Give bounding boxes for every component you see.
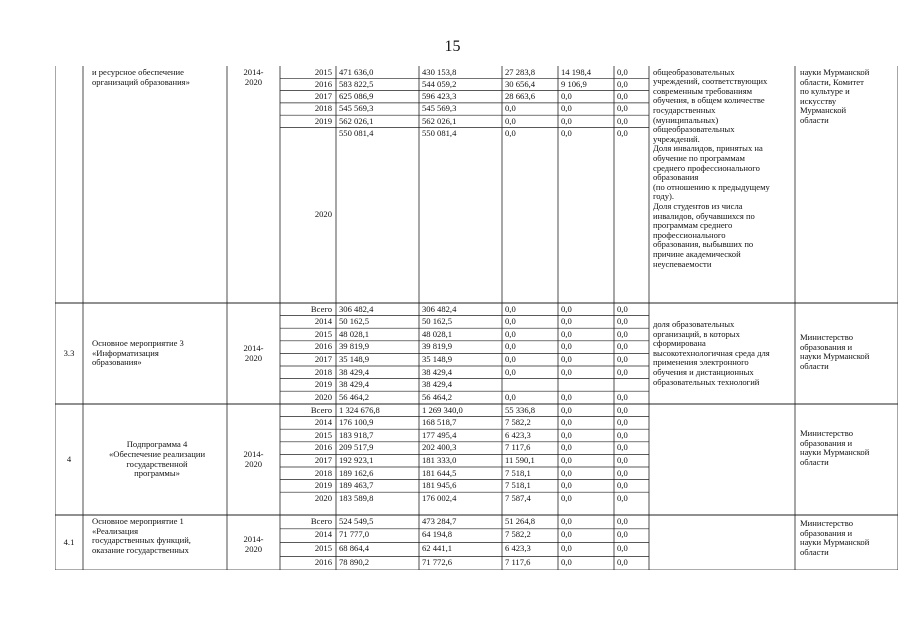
value-cell: 0,0 bbox=[617, 454, 628, 465]
executor-text: области bbox=[800, 546, 829, 557]
executor-text: Министерство bbox=[800, 518, 853, 528]
value-cell: 78 890,2 bbox=[339, 556, 370, 567]
value-cell: 50 162,5 bbox=[339, 316, 370, 327]
value-cell: 168 518,7 bbox=[422, 417, 457, 428]
value-cell: 0,0 bbox=[561, 128, 572, 138]
value-cell: 0,0 bbox=[617, 78, 628, 89]
value-cell: 0,0 bbox=[617, 492, 628, 503]
indicator-text: образовательных технологий bbox=[653, 376, 760, 387]
indicator-text: неуспеваемости bbox=[653, 258, 712, 269]
value-cell: 473 284,7 bbox=[422, 515, 457, 526]
year-cell: 2017 bbox=[314, 91, 332, 102]
value-cell: 50 162,5 bbox=[422, 316, 453, 327]
executor-text: области bbox=[800, 456, 829, 467]
value-cell: 48 028,1 bbox=[422, 328, 453, 339]
indicator-text: обучения и дистанционных bbox=[653, 367, 754, 377]
value-cell: 544 059,2 bbox=[422, 78, 457, 89]
year-cell: 2016 bbox=[314, 556, 332, 567]
value-cell: 9 106,9 bbox=[561, 78, 587, 89]
executor-text: науки Мурманской bbox=[800, 447, 870, 458]
indicator-text: современным требованиям bbox=[653, 85, 753, 96]
indicator-text: (муниципальных) bbox=[653, 114, 719, 125]
value-cell: 176 002,4 bbox=[422, 492, 457, 503]
value-cell: 62 441,1 bbox=[422, 543, 453, 554]
page-number: 15 bbox=[444, 38, 461, 55]
value-cell: 0,0 bbox=[561, 391, 572, 402]
measure-name: образования» bbox=[92, 357, 142, 368]
value-cell: 177 495,4 bbox=[422, 429, 457, 440]
year-cell: 2016 bbox=[314, 78, 332, 89]
value-cell: 183 589,8 bbox=[339, 492, 374, 503]
value-cell: 7 518,1 bbox=[505, 467, 531, 478]
value-cell: 56 464,2 bbox=[422, 391, 453, 402]
value-cell: 181 644,5 bbox=[422, 467, 457, 478]
value-cell: 0,0 bbox=[617, 543, 628, 554]
value-cell: 0,0 bbox=[617, 91, 628, 102]
indicator-text: профессионального bbox=[653, 229, 726, 240]
period: 2014- bbox=[243, 67, 264, 77]
measure-name: Основное мероприятие 1 bbox=[92, 516, 184, 526]
value-cell: 189 162,6 bbox=[339, 467, 374, 478]
indicator-text: году). bbox=[653, 191, 675, 202]
value-cell: 39 819,9 bbox=[422, 341, 453, 352]
value-cell: 0,0 bbox=[561, 492, 572, 503]
year-cell: 2020 bbox=[314, 209, 332, 220]
value-cell: 0,0 bbox=[617, 316, 628, 327]
value-cell: 6 423,3 bbox=[505, 543, 531, 554]
value-cell: 0,0 bbox=[617, 303, 628, 314]
indicator-text: обучение по программам bbox=[653, 152, 745, 163]
value-cell: 0,0 bbox=[617, 467, 628, 478]
value-cell: 0,0 bbox=[617, 115, 628, 126]
year-cell: 2015 bbox=[314, 66, 332, 77]
year-cell: 2018 bbox=[314, 366, 332, 377]
indicator-text: Доля инвалидов, принятых на bbox=[653, 143, 763, 154]
indicator-text: инвалидов, обучавшихся по bbox=[653, 210, 755, 221]
value-cell: 202 400,3 bbox=[422, 442, 457, 453]
value-cell: 0,0 bbox=[561, 467, 572, 478]
value-cell: 0,0 bbox=[561, 404, 572, 415]
value-cell: 545 569,3 bbox=[339, 103, 374, 114]
value-cell: 0,0 bbox=[561, 556, 572, 567]
year-cell: 2020 bbox=[314, 391, 332, 402]
value-cell: 1 269 340,0 bbox=[422, 404, 463, 415]
executor-text: области bbox=[800, 115, 829, 125]
executor-text: Мурманской bbox=[800, 105, 847, 116]
value-cell: 0,0 bbox=[561, 429, 572, 440]
executor-text: области bbox=[800, 360, 829, 371]
value-cell: 0,0 bbox=[561, 442, 572, 453]
executor-text: области, Комитет bbox=[800, 76, 864, 87]
indicator-text: Доля студентов из числа bbox=[653, 200, 743, 211]
indicator-text: причине академической bbox=[653, 248, 741, 259]
measure-name: Подпрограмма 4 bbox=[126, 439, 188, 450]
measure-name: «Информатизация bbox=[92, 347, 159, 358]
year-cell: Всего bbox=[310, 515, 332, 526]
value-cell: 0,0 bbox=[505, 303, 516, 314]
value-cell: 0,0 bbox=[561, 366, 572, 377]
value-cell: 56 464,2 bbox=[339, 391, 370, 402]
value-cell: 39 819,9 bbox=[339, 341, 370, 352]
value-cell: 7 117,6 bbox=[505, 556, 531, 567]
budget-table bbox=[55, 66, 898, 570]
value-cell: 0,0 bbox=[561, 417, 572, 428]
indicator-text: среднего профессионального bbox=[653, 162, 760, 173]
year-cell: 2017 bbox=[314, 454, 332, 465]
value-cell: 596 423,3 bbox=[422, 91, 457, 102]
value-cell: 562 026,1 bbox=[422, 115, 457, 126]
row-number: 4 bbox=[66, 453, 72, 464]
value-cell: 14 198,4 bbox=[561, 66, 592, 77]
value-cell: 0,0 bbox=[505, 366, 516, 377]
value-cell: 0,0 bbox=[617, 556, 628, 567]
value-cell: 48 028,1 bbox=[339, 328, 370, 339]
value-cell: 35 148,9 bbox=[339, 353, 370, 364]
measure-name: государственной bbox=[126, 458, 188, 469]
value-cell: 0,0 bbox=[561, 303, 572, 314]
value-cell: 0,0 bbox=[617, 529, 628, 540]
indicator-text: образования, выбывших по bbox=[653, 239, 754, 250]
indicator-text: организаций, в которых bbox=[653, 328, 740, 339]
executor-text: образования и bbox=[800, 527, 853, 538]
value-cell: 0,0 bbox=[561, 515, 572, 526]
period: 2020 bbox=[244, 543, 263, 554]
value-cell: 524 549,5 bbox=[339, 515, 374, 526]
year-cell: Всего bbox=[310, 404, 332, 415]
year-cell: 2018 bbox=[314, 467, 332, 478]
value-cell: 0,0 bbox=[561, 454, 572, 465]
value-cell: 0,0 bbox=[505, 103, 516, 114]
indicator-text: учреждений, соответствующих bbox=[653, 76, 768, 87]
value-cell: 38 429,4 bbox=[339, 366, 370, 377]
value-cell: 0,0 bbox=[505, 328, 516, 339]
executor-text: науки Мурманской bbox=[800, 537, 870, 548]
value-cell: 0,0 bbox=[561, 341, 572, 352]
year-cell: 2015 bbox=[314, 429, 332, 440]
executor-text: Министерство bbox=[800, 332, 853, 342]
year-cell: 2018 bbox=[314, 103, 332, 114]
row-number: 3.3 bbox=[63, 347, 75, 358]
value-cell: 0,0 bbox=[505, 115, 516, 126]
year-cell: 2017 bbox=[314, 353, 332, 364]
value-cell: 0,0 bbox=[505, 391, 516, 402]
value-cell: 0,0 bbox=[505, 353, 516, 364]
executor-text: Министерство bbox=[800, 428, 853, 438]
row-number: 4.1 bbox=[63, 536, 75, 547]
indicator-text: сформирована bbox=[653, 338, 706, 349]
executor-text: образования и bbox=[800, 341, 853, 352]
value-cell: 51 264,8 bbox=[505, 515, 536, 526]
value-cell: 562 026,1 bbox=[339, 115, 374, 126]
indicator-text: доля образовательных bbox=[653, 319, 735, 329]
value-cell: 0,0 bbox=[561, 103, 572, 114]
value-cell: 0,0 bbox=[617, 328, 628, 339]
indicator-text: высокотехнологичная среда для bbox=[653, 347, 770, 358]
value-cell: 71 772,6 bbox=[422, 556, 453, 567]
value-cell: 35 148,9 bbox=[422, 353, 453, 364]
value-cell: 625 086,9 bbox=[339, 91, 374, 102]
indicator-text: программам среднего bbox=[653, 220, 733, 231]
year-cell: 2016 bbox=[314, 341, 332, 352]
year-cell: 2019 bbox=[314, 480, 332, 491]
executor-text: по культуре и bbox=[800, 86, 850, 97]
value-cell: 0,0 bbox=[617, 366, 628, 377]
value-cell: 0,0 bbox=[505, 128, 516, 138]
value-cell: 550 081,4 bbox=[422, 128, 457, 138]
executor-text: науки Мурманской bbox=[800, 351, 870, 362]
indicator-text: общеобразовательных bbox=[653, 66, 735, 77]
value-cell: 189 463,7 bbox=[339, 480, 374, 491]
year-cell: 2020 bbox=[314, 492, 332, 503]
value-cell: 0,0 bbox=[617, 417, 628, 428]
value-cell: 30 656,4 bbox=[505, 78, 536, 89]
value-cell: 181 945,6 bbox=[422, 480, 457, 491]
value-cell: 28 663,6 bbox=[505, 91, 536, 102]
value-cell: 430 153,8 bbox=[422, 66, 457, 77]
value-cell: 68 864,4 bbox=[339, 543, 370, 554]
value-cell: 0,0 bbox=[561, 328, 572, 339]
value-cell: 0,0 bbox=[617, 429, 628, 440]
value-cell: 192 923,1 bbox=[339, 454, 374, 465]
value-cell: 0,0 bbox=[561, 91, 572, 102]
measure-name: Основное мероприятие 3 bbox=[92, 338, 184, 349]
value-cell: 7 117,6 bbox=[505, 442, 531, 453]
indicator-text: (по отношению к предыдущему bbox=[653, 181, 770, 192]
period: 2020 bbox=[244, 352, 263, 363]
value-cell: 64 194,8 bbox=[422, 529, 453, 540]
year-cell: Всего bbox=[310, 303, 332, 314]
value-cell: 38 429,4 bbox=[422, 379, 453, 390]
indicator-text: применения электронного bbox=[653, 357, 749, 368]
value-cell: 11 590,1 bbox=[505, 454, 535, 465]
value-cell: 0,0 bbox=[617, 480, 628, 491]
year-cell: 2019 bbox=[314, 379, 332, 390]
value-cell: 0,0 bbox=[617, 353, 628, 364]
value-cell: 71 777,0 bbox=[339, 529, 370, 540]
measure-name: оказание государственных bbox=[92, 544, 189, 555]
value-cell: 0,0 bbox=[617, 515, 628, 526]
year-cell: 2014 bbox=[314, 417, 332, 428]
value-cell: 7 518,1 bbox=[505, 480, 531, 491]
value-cell: 583 822,5 bbox=[339, 78, 374, 89]
value-cell: 0,0 bbox=[617, 404, 628, 415]
value-cell: 209 517,9 bbox=[339, 442, 374, 453]
period: 2014- bbox=[243, 342, 264, 353]
period: 2014- bbox=[243, 534, 264, 544]
value-cell: 181 333,0 bbox=[422, 454, 457, 465]
value-cell: 6 423,3 bbox=[505, 429, 531, 440]
indicator-text: общеобразовательных bbox=[653, 124, 735, 135]
value-cell: 545 569,3 bbox=[422, 103, 457, 114]
value-cell: 183 918,7 bbox=[339, 429, 374, 440]
value-cell: 38 429,4 bbox=[422, 366, 453, 377]
value-cell: 0,0 bbox=[561, 543, 572, 554]
value-cell: 7 582,2 bbox=[505, 529, 531, 540]
value-cell: 1 324 676,8 bbox=[339, 404, 380, 415]
value-cell: 550 081,4 bbox=[339, 128, 374, 138]
measure-name: «Обеспечение реализации bbox=[108, 448, 206, 459]
value-cell: 306 482,4 bbox=[339, 303, 374, 314]
value-cell: 0,0 bbox=[617, 103, 628, 114]
value-cell: 0,0 bbox=[561, 353, 572, 364]
measure-name: и ресурсное обеспечение bbox=[92, 67, 184, 77]
value-cell: 0,0 bbox=[505, 341, 516, 352]
year-cell: 2014 bbox=[314, 529, 332, 540]
value-cell: 7 587,4 bbox=[505, 492, 531, 503]
value-cell: 306 482,4 bbox=[422, 303, 457, 314]
value-cell: 0,0 bbox=[561, 316, 572, 327]
value-cell: 0,0 bbox=[617, 128, 628, 138]
value-cell: 0,0 bbox=[505, 316, 516, 327]
year-cell: 2019 bbox=[314, 115, 332, 126]
period: 2020 bbox=[244, 458, 263, 469]
value-cell: 471 636,0 bbox=[339, 66, 374, 77]
year-cell: 2015 bbox=[314, 543, 332, 554]
value-cell: 0,0 bbox=[617, 442, 628, 453]
indicator-text: обучения, в общем количестве bbox=[653, 95, 765, 106]
value-cell: 0,0 bbox=[617, 66, 628, 77]
measure-name: организаций образования» bbox=[92, 76, 190, 87]
period: 2014- bbox=[243, 448, 264, 459]
value-cell: 55 336,8 bbox=[505, 404, 536, 415]
year-cell: 2015 bbox=[314, 328, 332, 339]
executor-text: образования и bbox=[800, 437, 853, 448]
value-cell: 0,0 bbox=[617, 391, 628, 402]
executor-text: искусству bbox=[800, 95, 837, 106]
year-cell: 2016 bbox=[314, 442, 332, 453]
measure-name: «Реализация bbox=[92, 525, 139, 536]
value-cell: 27 283,8 bbox=[505, 66, 536, 77]
value-cell: 0,0 bbox=[617, 341, 628, 352]
measure-name: государственных функций, bbox=[92, 535, 191, 546]
value-cell: 176 100,9 bbox=[339, 417, 374, 428]
value-cell: 0,0 bbox=[561, 115, 572, 126]
value-cell: 0,0 bbox=[561, 529, 572, 540]
executor-text: науки Мурманской bbox=[800, 67, 870, 77]
measure-name: программы» bbox=[134, 468, 180, 479]
indicator-text: учреждений. bbox=[653, 133, 700, 144]
value-cell: 38 429,4 bbox=[339, 379, 370, 390]
year-cell: 2014 bbox=[314, 316, 332, 327]
indicator-text: образования bbox=[653, 172, 699, 183]
value-cell: 0,0 bbox=[561, 480, 572, 491]
indicator-text: государственных bbox=[653, 104, 716, 115]
value-cell: 7 582,2 bbox=[505, 417, 531, 428]
period: 2020 bbox=[244, 76, 263, 87]
